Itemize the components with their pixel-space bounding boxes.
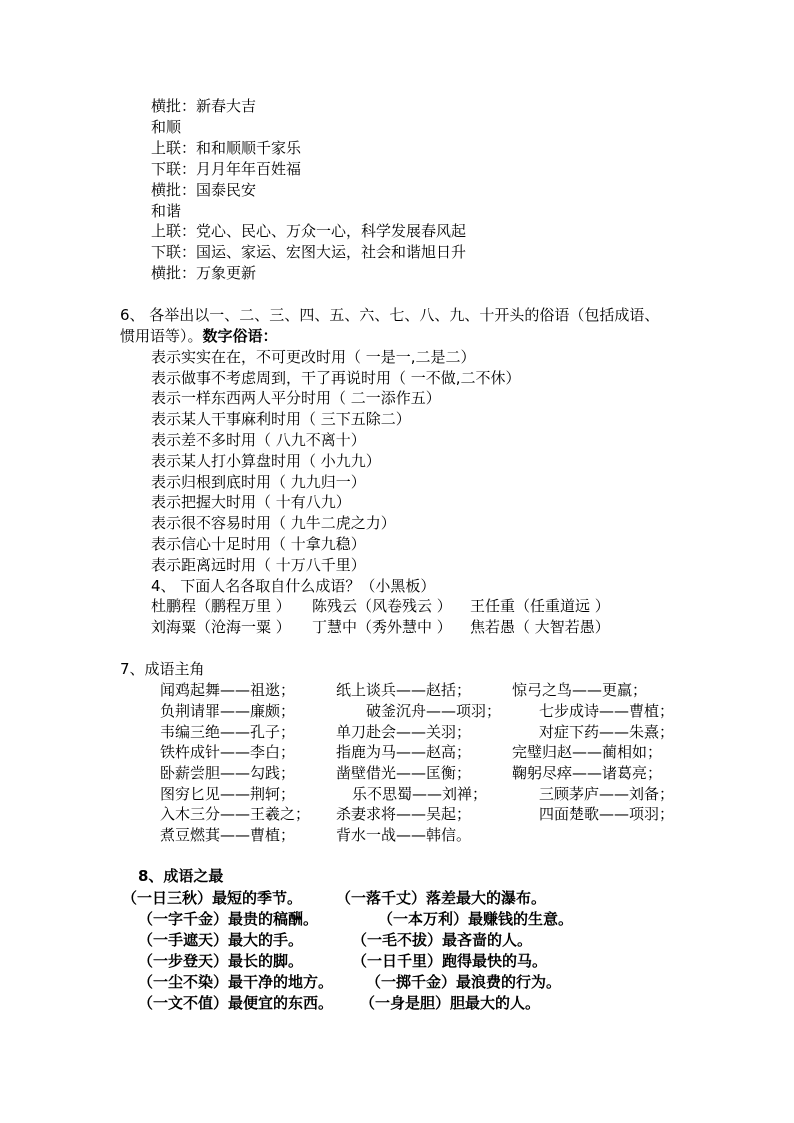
section6-heading-plain: 惯用语等）。 [120,327,203,345]
couplet-line: 和谐 [151,202,182,220]
idiom-superlative-item: （一步登天）最长的脚。 [138,952,304,970]
idiom-figure-item: 四面楚歌——项羽； [539,805,675,823]
idiom-figure-item: 背水一战——韩信。 [336,826,472,844]
idiom-superlative-item: （一身是胆）胆最大的人。 [360,994,541,1012]
proverb-item: 表示信心十足时用（ 十拿九稳） [151,535,366,553]
idiom-figure-item: 煮豆燃萁——曹植； [160,826,296,844]
idiom-figure-item: 对症下药——朱熹； [539,723,675,741]
idiom-superlative-item: （一掷千金）最浪费的行为。 [366,973,562,991]
idiom-figure-item: 破釜沉舟——项羽； [366,702,502,720]
idiom-figure-item: 铁杵成针——李白； [160,743,296,761]
idiom-superlative-item: （一文不值）最便宜的东西。 [138,994,334,1012]
proverb-item: 表示距离远时用（ 十万八千里） [151,556,366,574]
idiom-figure-item: 单刀赴会——关羽； [336,723,472,741]
couplet-line: 下联：月月年年百姓福 [151,160,302,178]
idiom-figure-item: 负荆请罪——廉颇； [160,702,296,720]
idiom-figure-item: 卧薪尝胆——勾践； [160,764,296,782]
section6-heading-line2 [120,326,278,346]
idiom-superlative-item: （一字千金）最贵的稿酬。 [138,910,319,928]
section6-heading: 6、 各举出以一、二、三、四、五、六、七、八、九、十开头的俗语（包括成语、 [120,306,660,324]
idiom-superlative-item: （一毛不拔）最吝啬的人。 [352,931,533,949]
idiom-figure-item: 七步成诗——曹植； [539,702,675,720]
section8-heading: 8、成语之最 [138,867,224,885]
proverb-item: 表示某人干事麻利时用（ 三下五除二） [151,410,411,428]
names-sub-heading: 4、 下面人名各取自什么成语？（小黑板） [151,577,436,595]
name-item: 陈残云（风卷残云 ） [312,597,452,615]
idiom-figure-item: 韦编三绝——孔子； [160,723,296,741]
idiom-figure-item: 图穷匕见——荆轲； [160,785,296,803]
proverb-item: 表示很不容易时用（ 九牛二虎之力） [151,514,396,532]
idiom-figure-item: 入木三分——王羲之； [160,805,311,823]
name-item: 王任重（任重道远 ） [470,597,610,615]
idiom-figure-item: 纸上谈兵——赵括； [336,681,472,699]
proverb-item: 表示做事不考虑周到，干了再说时用（ 一不做,二不休） [151,369,521,387]
proverb-item: 表示把握大时用（ 十有八九） [151,493,351,511]
proverb-item: 表示某人打小算盘时用（ 小九九） [151,452,381,470]
idiom-superlative-item: （一手遮天）最大的手。 [138,931,304,949]
couplet-line: 上联：党心、民心、万众一心，科学发展春风起 [151,222,467,240]
name-item: 丁慧中（秀外慧中 ） [312,618,452,636]
couplet-line: 和顺 [151,118,182,136]
idiom-figure-item: 惊弓之鸟——更羸； [512,681,648,699]
section6-heading-bold: 数字俗语： [202,327,278,345]
idiom-superlative-item: （一本万利）最赚钱的生意。 [378,910,574,928]
couplet-line: 下联：国运、家运、宏图大运，社会和谐旭日升 [151,243,467,261]
idiom-figure-item: 三顾茅庐——刘备； [539,785,675,803]
idiom-figure-item: 闻鸡起舞——祖逖； [160,681,296,699]
idiom-figure-item: 完璧归赵——蔺相如； [512,743,663,761]
section7-heading: 7、成语主角 [120,660,205,678]
idiom-figure-item: 乐不思蜀——刘禅； [352,785,488,803]
idiom-figure-item: 指鹿为马——赵高； [336,743,472,761]
name-item: 刘海粟（沧海一粟 ） [151,618,291,636]
idiom-superlative-item: （一尘不染）最干净的地方。 [138,973,334,991]
proverb-item: 表示一样东西两人平分时用（ 二一添作五） [151,389,441,407]
proverb-item: 表示差不多时用（ 八九不离十） [151,431,366,449]
idiom-figure-item: 鞠躬尽瘁——诸葛亮； [512,764,663,782]
couplet-line: 上联：和和顺顺千家乐 [151,139,302,157]
couplet-line: 横批：万象更新 [151,264,257,282]
idiom-figure-item: 杀妻求将——吴起； [336,805,472,823]
proverb-item: 表示归根到底时用（ 九九归一） [151,473,366,491]
idiom-superlative-item: （一日千里）跑得最快的马。 [352,952,548,970]
name-item: 焦若愚（ 大智若愚） [470,618,610,636]
idiom-figure-item: 凿壁借光——匡衡； [336,764,472,782]
couplet-line: 横批：新春大吉 [151,97,257,115]
proverb-item: 表示实实在在，不可更改时用（ 一是一,二是二） [151,348,476,366]
name-item: 杜鹏程（鹏程万里 ） [151,597,291,615]
couplet-line: 横批：国泰民安 [151,181,257,199]
idiom-superlative-item: （一日三秋）最短的季节。 [122,889,303,907]
idiom-superlative-item: （一落千丈）落差最大的瀑布。 [336,889,547,907]
